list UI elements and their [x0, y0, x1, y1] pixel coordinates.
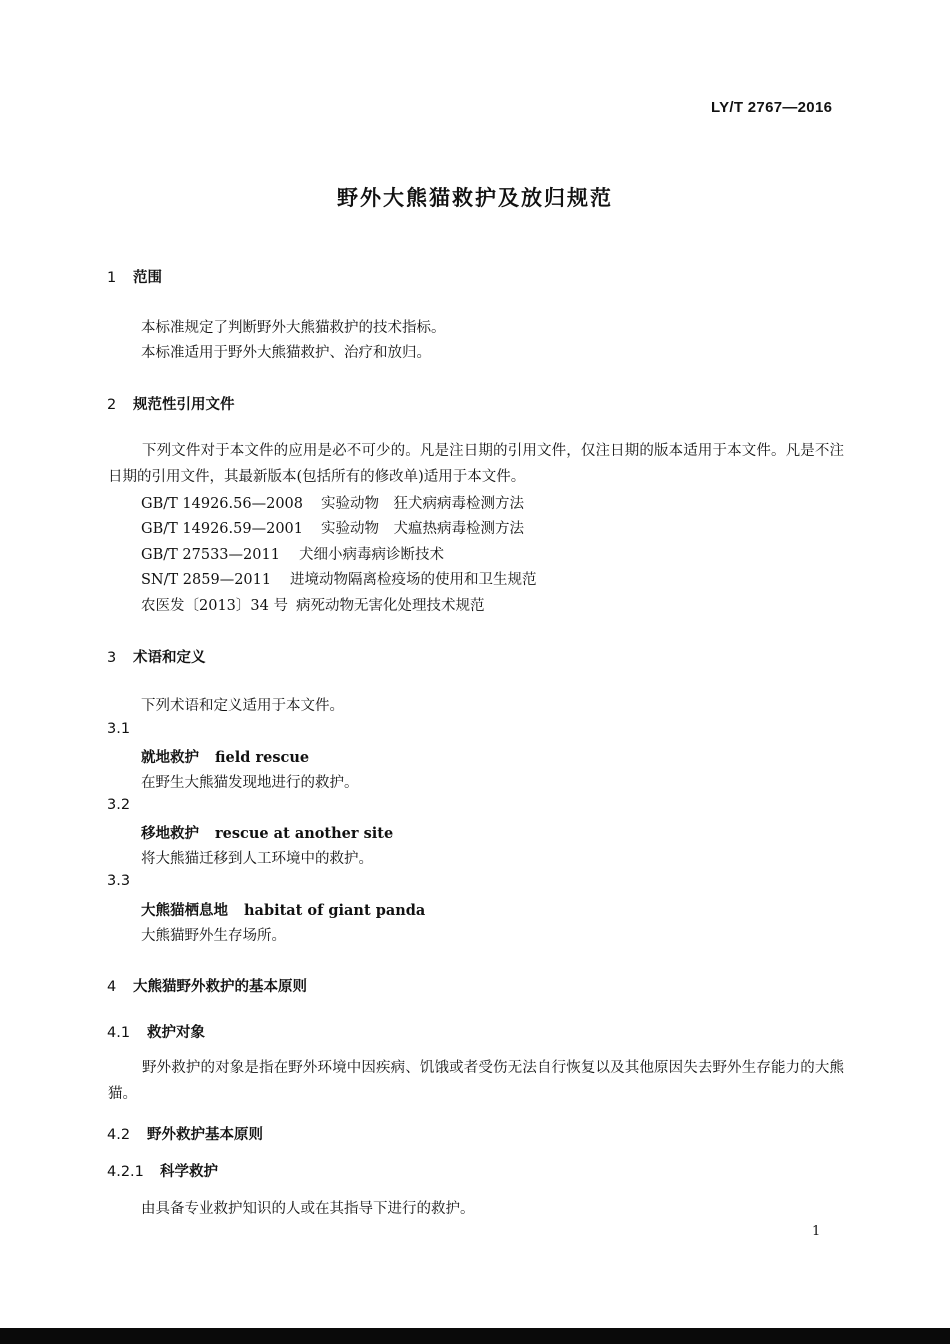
section-title: 大熊猫野外救护的基本原则	[133, 979, 307, 995]
term-definition: 在野生大熊猫发现地进行的救护。	[141, 775, 359, 791]
section-title: 范围	[133, 270, 162, 286]
reference-code: GB/T 14926.56—2008	[141, 496, 303, 512]
term-en: rescue at another site	[215, 825, 394, 842]
paragraph: 野外救护的对象是指在野外环境中因疾病、饥饿或者受伤无法自行恢复以及其他原因失去野外生存能力的大熊猫。	[108, 1060, 844, 1102]
section-2-heading	[107, 393, 235, 414]
reference-title: 犬细小病毒病诊断技术	[299, 547, 444, 563]
section-number: 1	[107, 270, 117, 286]
subsection-4-2-1-heading	[107, 1160, 218, 1181]
section-1-heading	[107, 266, 162, 287]
term-definition: 将大熊猫迁移到人工环境中的救护。	[141, 851, 373, 867]
reference-item	[141, 594, 485, 615]
section-title: 术语和定义	[133, 650, 206, 666]
section-number: 4.2	[107, 1127, 131, 1143]
section-number: 2	[107, 397, 117, 413]
section-number: 4.1	[107, 1025, 131, 1041]
term-zh: 移地救护	[141, 826, 199, 842]
reference-title: 实验动物 狂犬病病毒检测方法	[321, 496, 524, 512]
paragraph: 下列文件对于本文件的应用是必不可少的。凡是注日期的引用文件，仅注日期的版本适用于本文件。凡是不注日期的引用文件，其最新版本(包括所有的修改单)适用于本文件。	[108, 443, 844, 485]
section-title: 救护对象	[147, 1025, 205, 1041]
section-number: 4.2.1	[107, 1164, 144, 1180]
reference-item	[141, 568, 537, 589]
page-number: 1	[812, 1224, 821, 1239]
term-zh: 就地救护	[141, 750, 199, 766]
section-title: 野外救护基本原则	[147, 1127, 263, 1143]
reference-code: SN/T 2859—2011	[141, 572, 272, 588]
term-number: 3.1	[107, 721, 131, 737]
reference-code: 农医发〔2013〕34 号	[141, 598, 288, 614]
subsection-4-2-heading	[107, 1123, 263, 1144]
document-title: 野外大熊猫救护及放归规范	[337, 186, 613, 210]
paragraph: 下列术语和定义适用于本文件。	[141, 698, 344, 714]
reference-item	[141, 492, 524, 513]
term-en: habitat of giant panda	[244, 902, 426, 919]
reference-code: GB/T 27533—2011	[141, 547, 280, 563]
section-4-heading	[107, 975, 307, 996]
reference-item	[141, 543, 444, 564]
term-heading	[141, 899, 425, 920]
term-en: field rescue	[215, 749, 310, 766]
section-number: 3	[107, 650, 117, 666]
section-title: 规范性引用文件	[133, 397, 235, 413]
standard-code: LY/T 2767—2016	[711, 99, 833, 116]
term-number: 3.3	[107, 873, 131, 889]
reference-item	[141, 517, 524, 538]
section-number: 4	[107, 979, 117, 995]
paragraph: 本标准规定了判断野外大熊猫救护的技术指标。	[141, 320, 446, 336]
subsection-4-1-heading	[107, 1021, 205, 1042]
term-heading	[141, 822, 393, 843]
reference-title: 进境动物隔离检疫场的使用和卫生规范	[290, 572, 537, 588]
bottom-edge-bar	[0, 1328, 950, 1344]
term-number: 3.2	[107, 797, 131, 813]
term-heading	[141, 746, 309, 767]
section-title: 科学救护	[160, 1164, 218, 1180]
reference-code: GB/T 14926.59—2001	[141, 521, 303, 537]
reference-title: 病死动物无害化处理技术规范	[296, 598, 485, 614]
term-definition: 大熊猫野外生存场所。	[141, 928, 286, 944]
paragraph: 由具备专业救护知识的人或在其指导下进行的救护。	[141, 1201, 475, 1217]
reference-title: 实验动物 犬瘟热病毒检测方法	[321, 521, 524, 537]
term-zh: 大熊猫栖息地	[141, 903, 228, 919]
paragraph: 本标准适用于野外大熊猫救护、治疗和放归。	[141, 345, 431, 361]
section-3-heading	[107, 646, 206, 667]
